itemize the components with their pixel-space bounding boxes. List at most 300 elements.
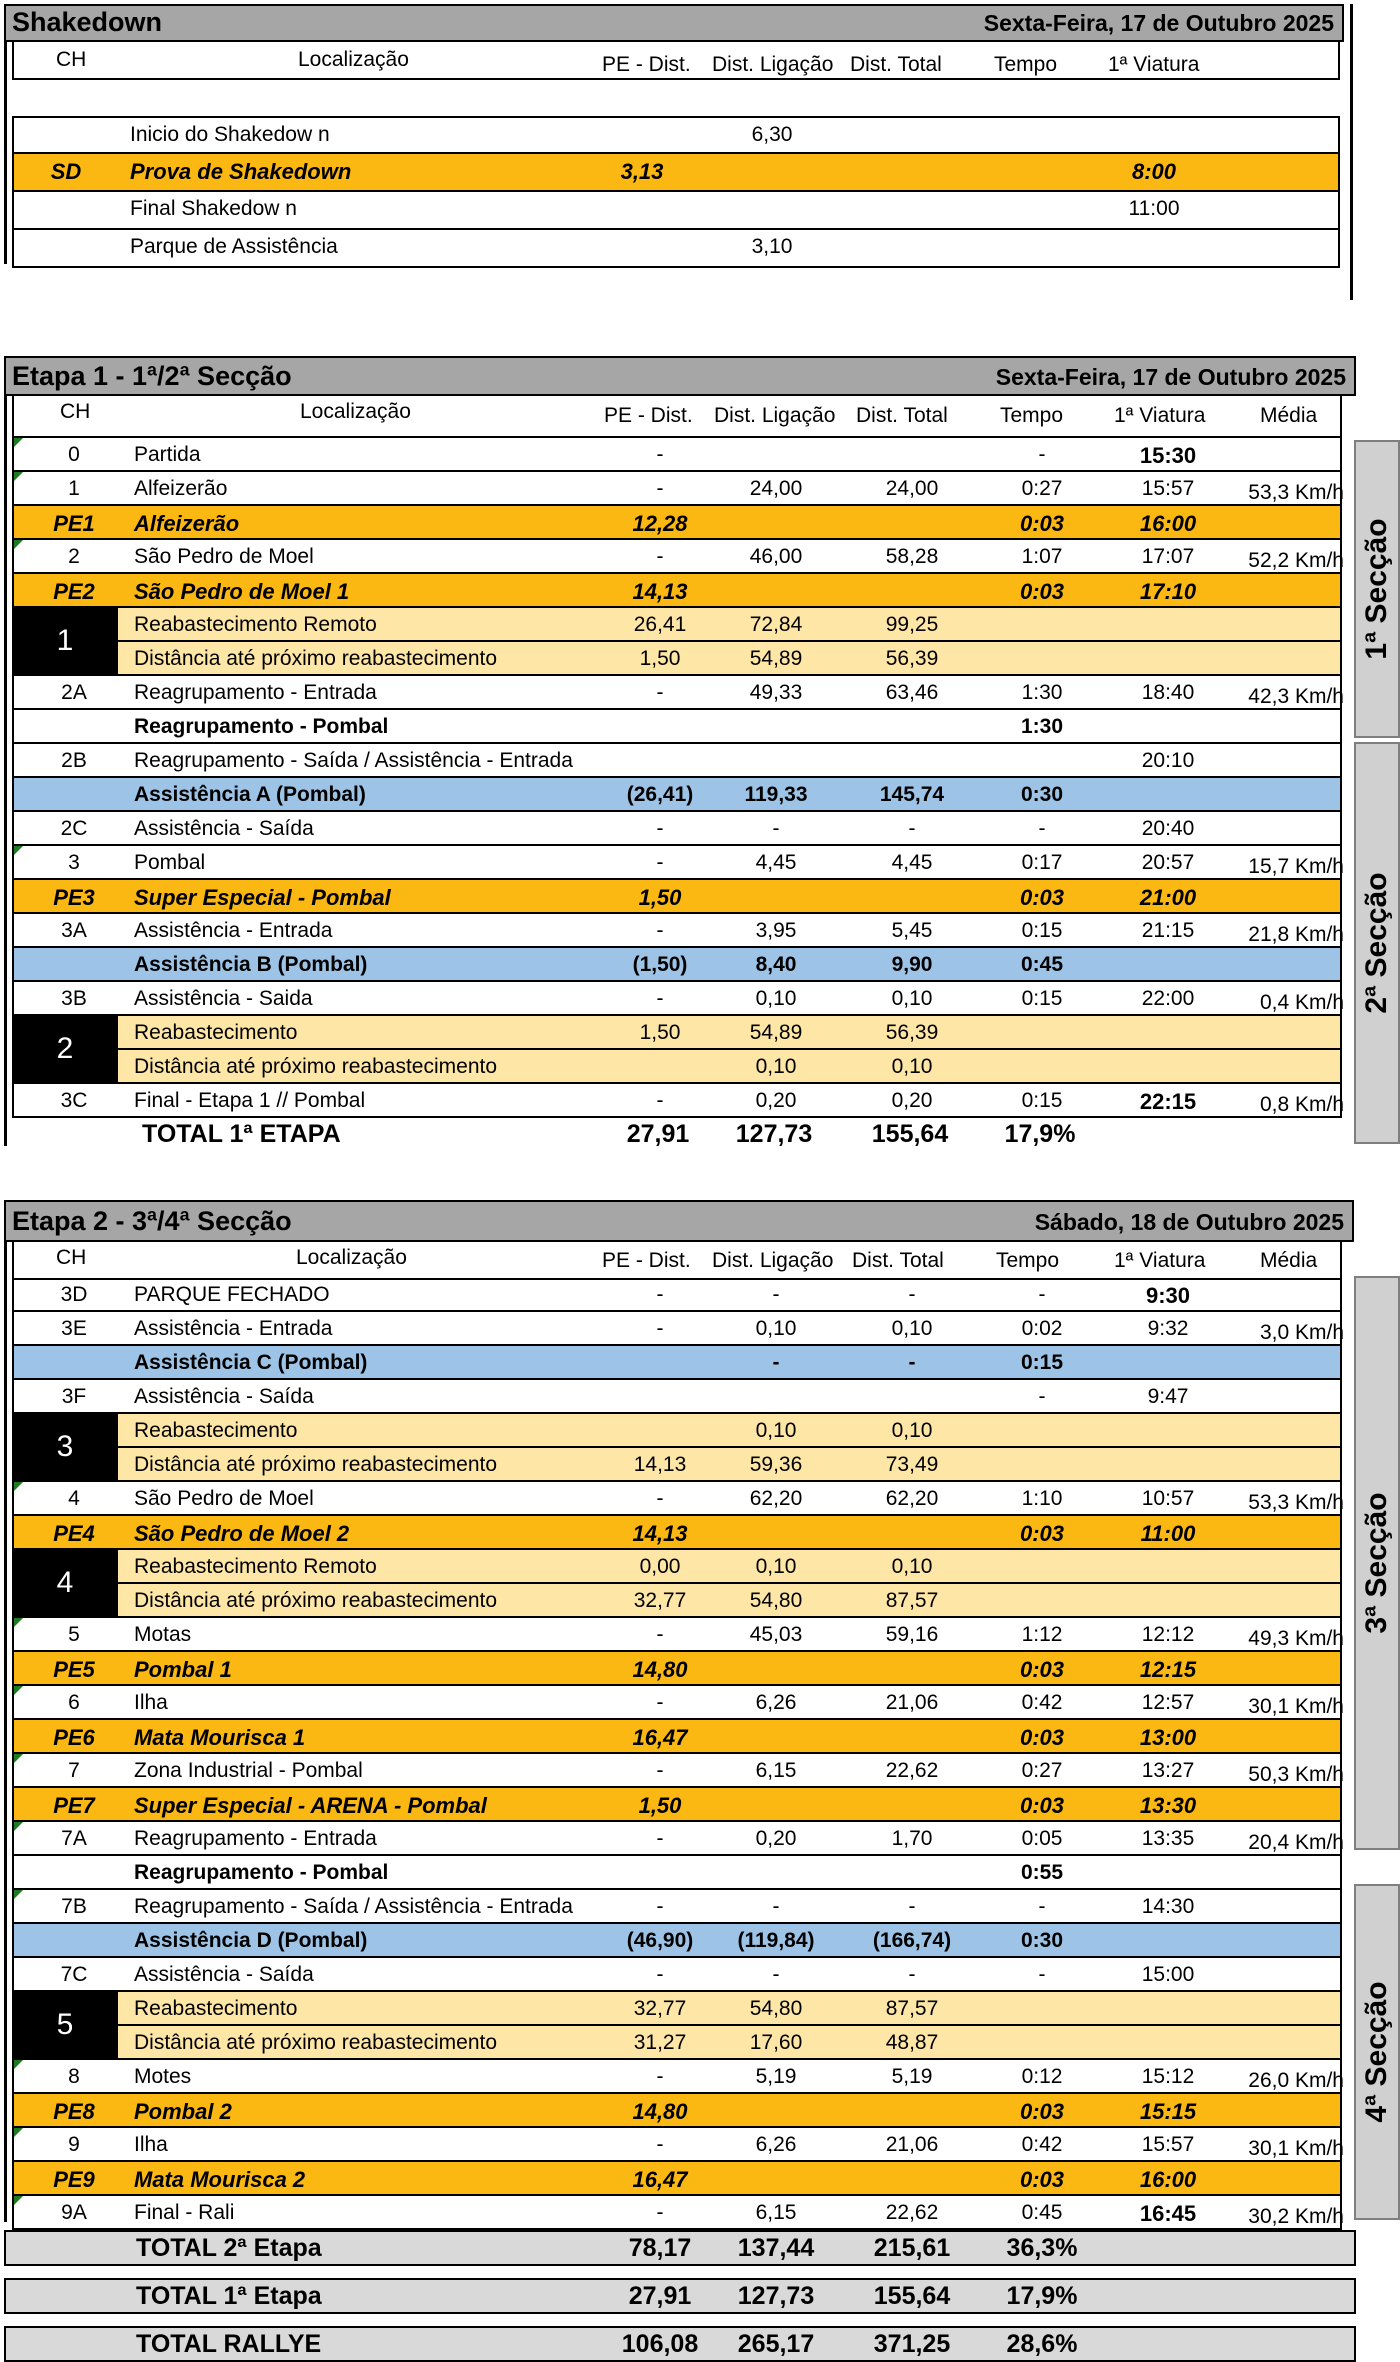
table-row-stage: [12, 880, 1342, 914]
cell-tempo: 0:03: [1019, 1793, 1065, 1818]
cell-pe: -: [656, 477, 664, 500]
loc: Inicio do Shakedow n: [130, 123, 330, 146]
col-tot: Dist. Total: [856, 404, 948, 427]
cell-pe: 78,17: [628, 2234, 692, 2262]
col-tempo: Tempo: [1000, 404, 1064, 427]
lig: 6,30: [751, 123, 793, 146]
section-label-1: [1354, 440, 1400, 738]
cell-ch: 0: [68, 443, 80, 466]
etapa2-title: Etapa 2 - 3ª/4ª Secção: [12, 1206, 292, 1236]
cell-loc: TOTAL RALLYE: [136, 2330, 322, 2358]
col-media: Média: [1260, 404, 1318, 427]
cell-loc: Zona Industrial - Pombal: [134, 1759, 363, 1782]
cell-lig: 119,33: [744, 783, 808, 806]
cell-loc: Super Especial - ARENA - Pombal: [134, 1793, 487, 1818]
cell-tot: 58,28: [885, 545, 939, 568]
cell-tempo: 0:27: [1021, 477, 1063, 500]
cell-media: 53,3 Km/h: [1248, 1491, 1344, 1514]
table-row: [12, 1084, 1342, 1118]
table-row: [12, 438, 1342, 472]
comment-marker-icon: [14, 1482, 23, 1491]
table-row-stage: [12, 2094, 1342, 2128]
cell-lig: 0,10: [755, 1419, 797, 1442]
cell-tempo: 0:03: [1019, 1725, 1065, 1750]
cell-lig: 6,26: [755, 2133, 797, 2156]
table-row: [12, 812, 1342, 846]
cell-lig: 0,10: [755, 1055, 797, 1078]
cell-viat: 9:30: [1145, 1283, 1191, 1308]
cell-lig: 17,60: [749, 2031, 803, 2054]
col-lig: Dist. Ligação: [714, 404, 836, 427]
table-row: [12, 192, 1340, 230]
comment-marker-icon: [14, 438, 23, 447]
cell-loc: Reabastecimento Remoto: [134, 613, 377, 636]
cell-tot: -: [908, 1351, 916, 1374]
cell-ch: 9A: [61, 2201, 87, 2224]
section-label-4: [1354, 1884, 1400, 2220]
cell-tempo: 0:30: [1020, 1929, 1064, 1952]
ch: SD: [50, 159, 82, 184]
cell-lig: 5,19: [755, 2065, 797, 2088]
table-row: [12, 472, 1342, 506]
comment-marker-icon: [14, 1686, 23, 1695]
cell-lig: 59,36: [749, 1453, 803, 1476]
cell-loc: Reabastecimento: [134, 1021, 298, 1044]
table-row-stage: [12, 1652, 1342, 1686]
cell-loc: Motes: [134, 2065, 192, 2088]
cell-lig: 46,00: [749, 545, 803, 568]
cell-loc: Mata Mourisca 1: [134, 1725, 306, 1750]
cell-loc: Ilha: [134, 2133, 168, 2156]
cell-tot: 99,25: [885, 613, 939, 636]
shakedown-header: [12, 40, 1340, 80]
cell-tempo: 0:03: [1019, 1657, 1065, 1682]
table-row-stage: [12, 1720, 1342, 1754]
cell-loc: TOTAL 2ª Etapa: [136, 2234, 322, 2262]
table-row-assistance: [12, 1924, 1342, 1958]
cell-pe: 32,77: [633, 1997, 687, 2020]
cell-media: 42,3 Km/h: [1248, 685, 1344, 708]
cell-tot: 87,57: [885, 1589, 939, 1612]
cell-pe: 1,50: [639, 1021, 681, 1044]
etapa1-date: Sexta-Feira, 17 de Outubro 2025: [995, 364, 1346, 390]
cell-pe: -: [656, 1895, 664, 1918]
cell-ch: 3E: [61, 1317, 87, 1340]
table-row: [12, 1414, 1342, 1448]
cell-lig: -: [772, 1351, 780, 1374]
cell-tempo: 0:15: [1021, 987, 1063, 1010]
cell-tot: 145,74: [879, 783, 945, 806]
col-loc: Localização: [298, 48, 409, 71]
cell-viat: 15:00: [1141, 1963, 1195, 1986]
table-row-total: [4, 2278, 1356, 2314]
refuel-number-badge: 2: [12, 1016, 118, 1082]
cell-pe: -: [656, 1317, 664, 1340]
cell-tot: 56,39: [885, 647, 939, 670]
lig: 3,10: [751, 235, 793, 258]
cell-tempo: 0:42: [1021, 2133, 1063, 2156]
table-row-stage: [12, 506, 1342, 540]
cell-tempo: 0:03: [1019, 1521, 1065, 1546]
cell-lig: 4,45: [755, 851, 797, 874]
cell-viat: 9:32: [1147, 1317, 1189, 1340]
col-lig: Dist. Ligação: [712, 53, 834, 76]
table-row-stage: [12, 574, 1342, 608]
cell-tot: 22,62: [885, 1759, 939, 1782]
cell-ch: 7: [68, 1759, 80, 1782]
cell-lig: 72,84: [749, 613, 803, 636]
table-row-stage: [12, 1788, 1342, 1822]
cell-tot: 22,62: [885, 2201, 939, 2224]
cell-tot: 5,45: [891, 919, 933, 942]
section-4-text: 4ª Secção: [1360, 1981, 1393, 2123]
cell-loc: TOTAL 1ª ETAPA: [142, 1120, 341, 1148]
cell-pe: -: [656, 817, 664, 840]
cell-viat: 15:57: [1141, 2133, 1195, 2156]
cell-ch: 7A: [61, 1827, 87, 1850]
cell-tempo: 0:55: [1020, 1861, 1064, 1884]
cell-tot: 0,10: [891, 1317, 933, 1340]
table-row: [12, 1016, 1342, 1050]
cell-lig: 0,20: [755, 1089, 797, 1112]
cell-tot: 155,64: [873, 2282, 951, 2310]
cell-tot: 4,45: [891, 851, 933, 874]
cell-ch: 8: [68, 2065, 80, 2088]
cell-ch: PE3: [53, 885, 95, 910]
cell-tempo: 1:07: [1021, 545, 1063, 568]
table-row: [12, 846, 1342, 880]
cell-ch: PE1: [53, 511, 95, 536]
cell-lig: (119,84): [737, 1929, 815, 1952]
section-2-text: 2ª Secção: [1360, 872, 1393, 1014]
col-pe: PE - Dist.: [604, 404, 693, 427]
table-row: [12, 914, 1342, 948]
cell-lig: 3,95: [755, 919, 797, 942]
cell-ch: 3D: [60, 1283, 88, 1306]
cell-loc: Assistência - Entrada: [134, 1317, 333, 1340]
cell-loc: Distância até próximo reabastecimento: [134, 1055, 498, 1078]
cell-tot: 5,19: [891, 2065, 933, 2088]
cell-pe: (1,50): [632, 953, 688, 976]
cell-loc: Distância até próximo reabastecimento: [134, 647, 498, 670]
table-row: [12, 1856, 1342, 1890]
cell-loc: Pombal 2: [134, 2099, 232, 2124]
table-row: [12, 710, 1342, 744]
cell-tempo: 17,9%: [1004, 1120, 1076, 1148]
section-3-text: 3ª Secção: [1360, 1492, 1393, 1634]
col-ch: CH: [56, 48, 87, 71]
cell-tot: 63,46: [885, 681, 939, 704]
table-row: [12, 1958, 1342, 1992]
cell-ch: 2: [68, 545, 80, 568]
cell-viat: 14:30: [1141, 1895, 1195, 1918]
cell-loc: Motas: [134, 1623, 192, 1646]
col-viat: 1ª Viatura: [1114, 404, 1206, 427]
cell-loc: Pombal 1: [134, 1657, 232, 1682]
shakedown-left-border: [4, 40, 7, 264]
table-row: [12, 1278, 1342, 1312]
col-pe: PE - Dist.: [602, 53, 691, 76]
cell-tempo: -: [1038, 817, 1046, 840]
cell-viat: 16:00: [1139, 511, 1197, 536]
cell-lig: 45,03: [749, 1623, 803, 1646]
cell-ch: 6: [68, 1691, 80, 1714]
cell-pe: -: [656, 1623, 664, 1646]
cell-loc: Assistência C (Pombal): [134, 1351, 368, 1374]
cell-loc: Final - Rali: [134, 2201, 235, 2224]
cell-viat: 13:35: [1141, 1827, 1195, 1850]
cell-tot: 0,20: [891, 1089, 933, 1112]
cell-loc: Distância até próximo reabastecimento: [134, 1589, 498, 1612]
table-row: [12, 982, 1342, 1016]
cell-loc: Reabastecimento Remoto: [134, 1555, 377, 1578]
cell-loc: Super Especial - Pombal: [134, 885, 391, 910]
cell-tot: 62,20: [885, 1487, 939, 1510]
cell-loc: Assistência - Saida: [134, 987, 313, 1010]
section-label-2: [1354, 742, 1400, 1144]
etapa1-header: [12, 394, 1342, 438]
table-row: [12, 744, 1342, 778]
cell-tempo: 0:30: [1020, 783, 1064, 806]
cell-tot: 73,49: [885, 1453, 939, 1476]
cell-ch: PE9: [53, 2167, 95, 2192]
cell-tot: -: [908, 1283, 916, 1306]
cell-loc: Ilha: [134, 1691, 168, 1714]
cell-tempo: -: [1038, 1963, 1046, 1986]
cell-pe: 0,00: [639, 1555, 681, 1578]
cell-viat: 21:00: [1139, 885, 1197, 910]
table-row-stage: [12, 154, 1340, 192]
cell-lig: 6,26: [755, 1691, 797, 1714]
table-row: [12, 2026, 1342, 2060]
cell-tempo: 0:03: [1019, 579, 1065, 604]
cell-pe: 32,77: [633, 1589, 687, 1612]
table-row-assistance: [12, 1346, 1342, 1380]
cell-pe: 16,47: [632, 1725, 688, 1750]
table-row: [12, 1482, 1342, 1516]
cell-loc: Assistência A (Pombal): [134, 783, 366, 806]
col-tot: Dist. Total: [852, 1249, 944, 1272]
cell-loc: Assistência - Saída: [134, 1963, 314, 1986]
cell-media: 53,3 Km/h: [1248, 481, 1344, 504]
shakedown-date: Sexta-Feira, 17 de Outubro 2025: [983, 10, 1334, 36]
cell-ch: 2B: [61, 749, 87, 772]
cell-viat: 15:12: [1141, 2065, 1195, 2088]
cell-lig: 54,80: [749, 1997, 803, 2020]
cell-ch: PE2: [53, 579, 95, 604]
cell-pe: 1,50: [638, 1793, 682, 1818]
cell-tempo: 0:42: [1021, 1691, 1063, 1714]
cell-lig: 49,33: [749, 681, 803, 704]
cell-tot: -: [908, 1963, 916, 1986]
col-ch: CH: [60, 400, 91, 423]
loc: Parque de Assistência: [130, 235, 338, 258]
cell-tot: 56,39: [885, 1021, 939, 1044]
col-loc: Localização: [296, 1246, 407, 1269]
cell-tot: 0,10: [891, 1419, 933, 1442]
cell-tempo: 0:45: [1020, 953, 1064, 976]
cell-loc: Reagrupamento - Entrada: [134, 1827, 377, 1850]
comment-marker-icon: [14, 540, 23, 549]
cell-viat: 20:40: [1141, 817, 1195, 840]
table-row: [12, 1050, 1342, 1084]
table-row: [12, 642, 1342, 676]
cell-viat: 12:57: [1141, 1691, 1195, 1714]
cell-media: 30,2 Km/h: [1248, 2205, 1344, 2228]
table-row: [12, 676, 1342, 710]
cell-pe: -: [656, 851, 664, 874]
cell-tot: 87,57: [885, 1997, 939, 2020]
viat: 8:00: [1131, 159, 1177, 184]
cell-tot: 24,00: [885, 477, 939, 500]
cell-loc: Assistência - Entrada: [134, 919, 333, 942]
cell-tempo: 0:03: [1019, 2167, 1065, 2192]
table-row: [12, 1550, 1342, 1584]
cell-viat: 17:10: [1139, 579, 1197, 604]
cell-tempo: -: [1038, 443, 1046, 466]
table-row: [12, 608, 1342, 642]
cell-ch: 5: [68, 1623, 80, 1646]
col-media: Média: [1260, 1249, 1318, 1272]
cell-ch: PE4: [53, 1521, 95, 1546]
col-pe: PE - Dist.: [602, 1249, 691, 1272]
cell-tempo: 0:15: [1020, 1351, 1064, 1374]
cell-pe: -: [656, 987, 664, 1010]
cell-loc: Reabastecimento: [134, 1419, 298, 1442]
refuel-number-badge: 4: [12, 1550, 118, 1616]
cell-media: 30,1 Km/h: [1248, 2137, 1344, 2160]
col-lig: Dist. Ligação: [712, 1249, 834, 1272]
cell-media: 0,8 Km/h: [1259, 1093, 1344, 1116]
cell-pe: -: [656, 1691, 664, 1714]
comment-marker-icon: [14, 1890, 23, 1899]
viat: 11:00: [1128, 197, 1180, 220]
cell-tempo: -: [1038, 1283, 1046, 1306]
cell-lig: 0,20: [755, 1827, 797, 1850]
cell-loc: Reagrupamento - Saída / Assistência - Entrada: [134, 749, 573, 772]
cell-lig: 0,10: [755, 1317, 797, 1340]
comment-marker-icon: [14, 846, 23, 855]
comment-marker-icon: [14, 1618, 23, 1627]
cell-loc: São Pedro de Moel 1: [134, 579, 350, 604]
cell-tot: 48,87: [885, 2031, 939, 2054]
cell-loc: Assistência - Saída: [134, 817, 314, 840]
cell-tot: 21,06: [885, 2133, 939, 2156]
comment-marker-icon: [14, 2060, 23, 2069]
cell-ch: 3A: [61, 919, 87, 942]
cell-lig: -: [772, 817, 780, 840]
loc: Final Shakedow n: [130, 197, 297, 220]
col-viat: 1ª Viatura: [1108, 53, 1200, 76]
cell-viat: 13:27: [1141, 1759, 1195, 1782]
table-row: [12, 1380, 1342, 1414]
cell-pe: 12,28: [632, 511, 688, 536]
col-loc: Localização: [300, 400, 411, 423]
cell-pe: -: [656, 2065, 664, 2088]
cell-tempo: 0:05: [1021, 1827, 1063, 1850]
cell-ch: PE6: [53, 1725, 95, 1750]
cell-pe: -: [656, 1963, 664, 1986]
cell-loc: Reagrupamento - Pombal: [134, 1861, 389, 1884]
cell-viat: 16:00: [1139, 2167, 1197, 2192]
cell-pe: 31,27: [633, 2031, 687, 2054]
cell-media: 30,1 Km/h: [1248, 1695, 1344, 1718]
table-row: [12, 118, 1340, 154]
table-row: [12, 540, 1342, 574]
cell-media: 0,4 Km/h: [1259, 991, 1344, 1014]
cell-loc: Assistência - Saída: [134, 1385, 314, 1408]
cell-pe: (26,41): [626, 783, 694, 806]
cell-ch: 3C: [60, 1089, 88, 1112]
table-row: [12, 2128, 1342, 2162]
cell-tempo: 0:45: [1021, 2201, 1063, 2224]
cell-pe: (46,90): [626, 1929, 694, 1952]
cell-loc: Assistência B (Pombal): [134, 953, 368, 976]
col-tot: Dist. Total: [850, 53, 942, 76]
table-row-assistance: [12, 948, 1342, 982]
cell-viat: 13:00: [1139, 1725, 1197, 1750]
cell-loc: Alfeizerão: [134, 511, 240, 536]
cell-pe: 1,50: [638, 885, 682, 910]
cell-pe: -: [656, 1283, 664, 1306]
cell-viat: 15:57: [1141, 477, 1195, 500]
cell-pe: -: [656, 2201, 664, 2224]
cell-pe: 26,41: [633, 613, 687, 636]
cell-lig: -: [772, 1963, 780, 1986]
cell-viat: 17:07: [1141, 545, 1195, 568]
cell-viat: 18:40: [1141, 681, 1195, 704]
cell-loc: Assistência D (Pombal): [134, 1929, 368, 1952]
cell-viat: 15:15: [1139, 2099, 1197, 2124]
cell-viat: 22:00: [1141, 987, 1195, 1010]
cell-viat: 10:57: [1141, 1487, 1195, 1510]
cell-pe: -: [656, 919, 664, 942]
cell-loc: Distância até próximo reabastecimento: [134, 2031, 498, 2054]
refuel-number-badge: 1: [12, 608, 118, 674]
loc: Prova de Shakedown: [130, 159, 352, 184]
cell-tot: 0,10: [891, 987, 933, 1010]
cell-loc: Distância até próximo reabastecimento: [134, 1453, 498, 1476]
table-row-total: [12, 1118, 1342, 1158]
etapa1-left-border: [4, 394, 7, 1146]
table-row-total: [4, 2326, 1356, 2362]
cell-pe: -: [656, 2133, 664, 2156]
cell-lig: 62,20: [749, 1487, 803, 1510]
shakedown-title-bar: [4, 4, 1344, 42]
cell-ch: 2C: [60, 817, 88, 840]
table-row: [12, 1618, 1342, 1652]
cell-viat: 11:00: [1140, 1521, 1196, 1546]
cell-tot: 9,90: [891, 953, 933, 976]
cell-media: 15,7 Km/h: [1248, 855, 1344, 878]
comment-marker-icon: [14, 1754, 23, 1763]
cell-lig: 6,15: [755, 2201, 797, 2224]
cell-tempo: -: [1038, 1895, 1046, 1918]
cell-media: 20,4 Km/h: [1248, 1831, 1344, 1854]
cell-media: 49,3 Km/h: [1248, 1627, 1344, 1650]
cell-lig: 54,89: [749, 1021, 803, 1044]
col-viat: 1ª Viatura: [1114, 1249, 1206, 1272]
cell-pe: 27,91: [626, 1120, 690, 1148]
cell-viat: 12:15: [1139, 1657, 1197, 1682]
col-tempo: Tempo: [994, 53, 1058, 76]
cell-viat: 20:10: [1141, 749, 1195, 772]
cell-tempo: 1:30: [1021, 681, 1063, 704]
cell-ch: 3B: [61, 987, 87, 1010]
cell-ch: 7C: [60, 1963, 88, 1986]
cell-ch: 3: [68, 851, 80, 874]
cell-lig: 54,80: [749, 1589, 803, 1612]
